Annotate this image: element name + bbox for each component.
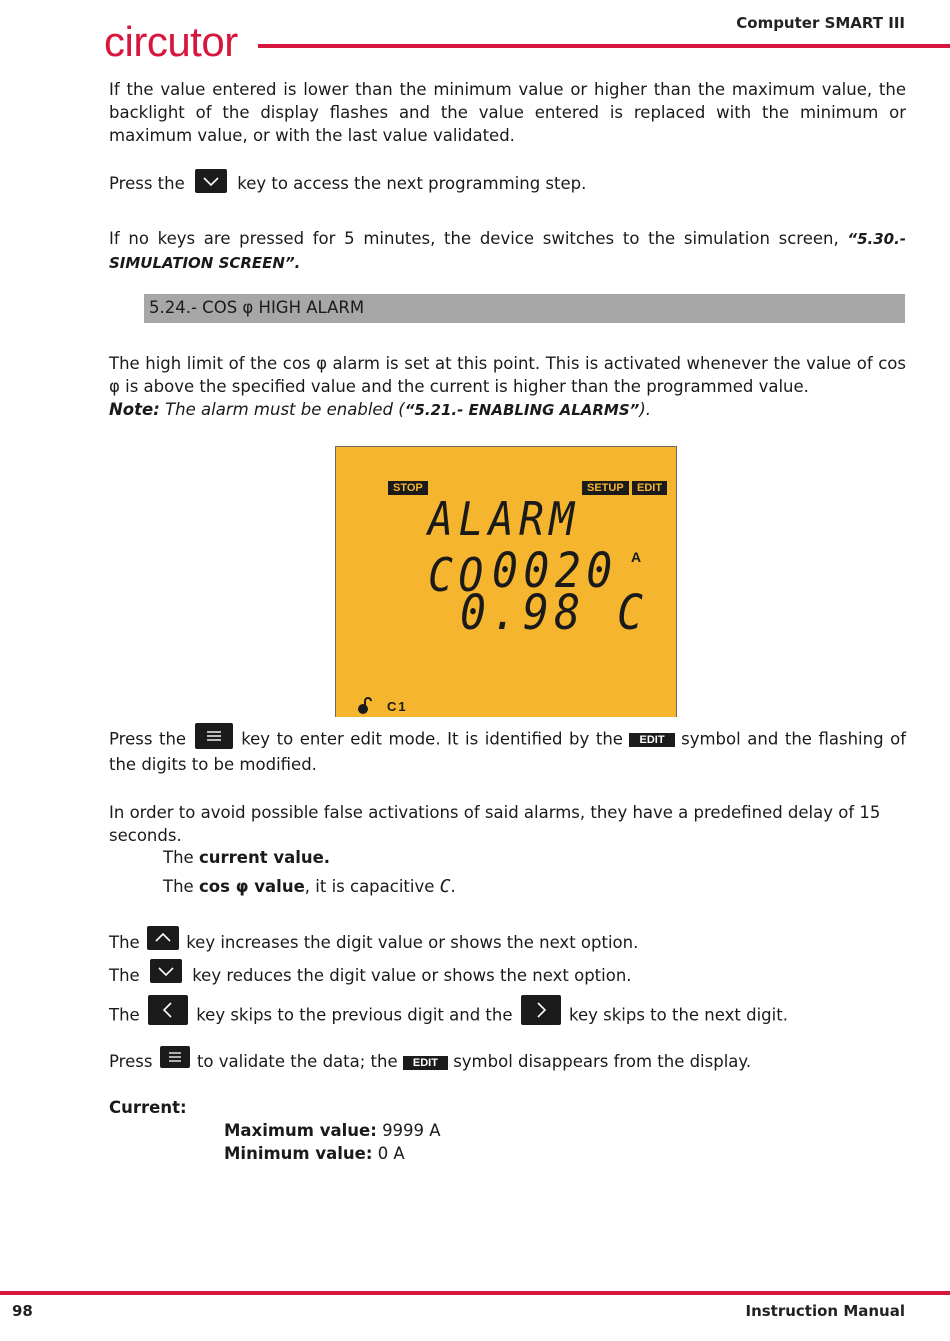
enabling-alarms-reference[interactable]: “5.21.- ENABLING ALARMS”	[404, 401, 640, 419]
page-number: 98	[12, 1302, 33, 1320]
display-line-3: 0.98 C	[460, 585, 649, 641]
menu-key-icon	[195, 723, 233, 749]
min-label: Minimum value:	[224, 1144, 373, 1163]
text-bold: cos φ value	[198, 877, 305, 896]
note-label: Note:	[109, 400, 160, 419]
text: Press the	[109, 729, 187, 749]
text: Press	[109, 1052, 153, 1071]
note	[109, 398, 906, 422]
down-arrow-key-icon	[150, 959, 182, 983]
min-value: 0 A	[377, 1144, 405, 1163]
simulation-screen-reference[interactable]: “5.30.- SIMULATION SCREEN”.	[109, 230, 906, 272]
min-value-line	[224, 1142, 405, 1165]
text: The	[109, 933, 140, 952]
text: key to access the next programming step.	[237, 174, 587, 193]
text: The	[163, 848, 194, 867]
down-key-line	[109, 964, 632, 989]
display-line-2: 0020	[492, 543, 618, 599]
text: If no keys are pressed for 5 minutes, the device switches to the simulation screen,	[109, 229, 839, 248]
paragraph-delay: In order to avoid possible false activations of said alarms, they have a predefined delay of 15 seconds.	[109, 803, 881, 845]
footer-rule	[0, 1291, 950, 1295]
text: The	[163, 877, 194, 896]
text: The	[109, 1005, 140, 1025]
max-value: 9999 A	[382, 1121, 441, 1140]
paragraph-next-step	[109, 172, 906, 197]
paragraph-description: The high limit of the cos φ alarm is set at this point. This is activated whenever the value of cos φ is above the specified value and the current is higher than the programmed value.	[109, 354, 906, 396]
display-line-1: ALARM CO	[428, 492, 580, 602]
text: key to enter edit mode. It is identified by the	[241, 729, 623, 749]
paragraph-validation: If the value entered is lower than the minimum value or higher than the maximum value, the backlight of the display flashes and the value entered is replaced with the minimum or maximum value, or with the last value validated.	[109, 80, 906, 145]
note-end: ).	[639, 400, 652, 419]
section-heading: 5.24.- COS φ HIGH ALARM	[149, 298, 365, 317]
note-text: The alarm must be enabled (	[165, 400, 405, 419]
edit-tag: EDIT	[632, 481, 667, 495]
header-rule	[258, 44, 950, 48]
validate-line	[109, 1050, 751, 1074]
text: The	[109, 966, 140, 985]
left-arrow-key-icon	[148, 995, 188, 1025]
display-bottom-label: C1	[387, 699, 408, 714]
text: key increases the digit value or shows the next option.	[186, 933, 639, 952]
left-right-key-line	[109, 1001, 788, 1031]
text: , it is capacitive	[304, 877, 435, 896]
stop-tag: STOP	[388, 481, 428, 495]
text-bold: current value.	[198, 848, 331, 867]
edit-badge: EDIT	[629, 733, 674, 747]
up-key-line	[109, 931, 638, 956]
section-heading-bar	[144, 294, 905, 323]
paragraph-edit-mode	[109, 727, 906, 776]
text: key skips to the previous digit and the	[196, 1005, 513, 1025]
manual-title: Instruction Manual	[745, 1302, 905, 1320]
text: symbol and the flashing of the digits to be modified.	[109, 729, 907, 774]
lcd-display	[335, 446, 677, 717]
circutor-logo: circutor	[104, 18, 238, 65]
text: to validate the data; the	[196, 1052, 398, 1071]
text: Press the	[109, 174, 185, 193]
text: .	[450, 877, 456, 896]
list-item	[163, 846, 330, 869]
unlock-icon	[356, 697, 372, 717]
display-unit: A	[631, 549, 642, 565]
text: key skips to the next digit.	[569, 1005, 788, 1025]
text: symbol disappears from the display.	[453, 1052, 752, 1071]
max-label: Maximum value:	[224, 1121, 377, 1140]
limits-heading: Current:	[109, 1098, 187, 1117]
max-value-line	[224, 1119, 441, 1142]
down-arrow-key-icon	[195, 169, 227, 193]
list-item	[163, 875, 456, 898]
up-arrow-key-icon	[147, 926, 179, 950]
capacitive-symbol: C	[439, 876, 451, 897]
edit-badge: EDIT	[403, 1056, 448, 1070]
document-title: Computer SMART III	[736, 14, 905, 32]
right-arrow-key-icon	[521, 995, 561, 1025]
paragraph-timeout	[109, 227, 906, 275]
setup-tag: SETUP	[582, 481, 629, 495]
menu-key-icon	[160, 1046, 190, 1068]
text: key reduces the digit value or shows the next option.	[192, 966, 632, 985]
